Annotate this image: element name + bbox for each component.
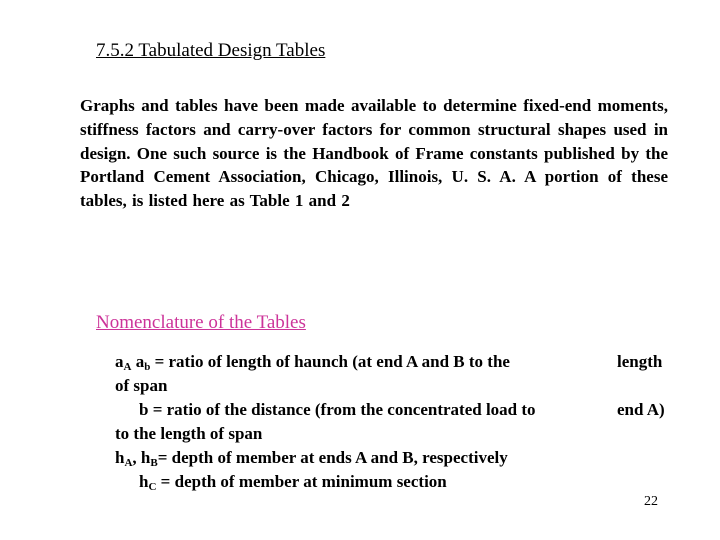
symbol-h: , h: [132, 448, 151, 467]
definition-text: = depth of member at minimum section: [156, 472, 447, 491]
definition-text: = depth of member at ends A and B, respectively: [157, 448, 508, 467]
definition-text: = ratio of length of haunch (at end A and B to the: [150, 352, 510, 371]
symbol-a: a: [115, 352, 124, 371]
definition-continuation: to the length of span: [115, 424, 263, 443]
subscript-b: b: [144, 361, 151, 373]
min-depth-definition: [139, 472, 447, 493]
symbol-h: h: [115, 448, 125, 467]
intro-paragraph: Graphs and tables have been made available to determine fixed-end moments, stiffness factors and carry-over factors for common structural shapes used in design. One such source is the Handbook of Frame constants published by the Portland Cement Association, Chicago, Illinois, U. S. A. A portion of these tables, is listed here as Table 1 and 2: [80, 96, 668, 211]
definition-text-right: length: [617, 352, 663, 371]
subscript-b: B: [150, 457, 158, 469]
page-number: 22: [644, 494, 658, 509]
end-depth-definition: [115, 448, 508, 469]
symbol-a: a: [131, 352, 145, 371]
nomenclature-heading: Nomenclature of the Tables: [96, 312, 306, 333]
subscript-a: A: [124, 457, 133, 469]
section-title: 7.5.2 Tabulated Design Tables: [96, 40, 326, 61]
subscript-a: A: [123, 361, 132, 373]
subscript-c: C: [148, 481, 157, 493]
haunch-ratio-definition: [115, 352, 510, 373]
definition-text-right: end A): [617, 400, 665, 419]
load-distance-definition: b = ratio of the distance (from the concentrated load to: [139, 400, 536, 419]
symbol-h: h: [139, 472, 149, 491]
definition-continuation: of span: [115, 376, 168, 395]
